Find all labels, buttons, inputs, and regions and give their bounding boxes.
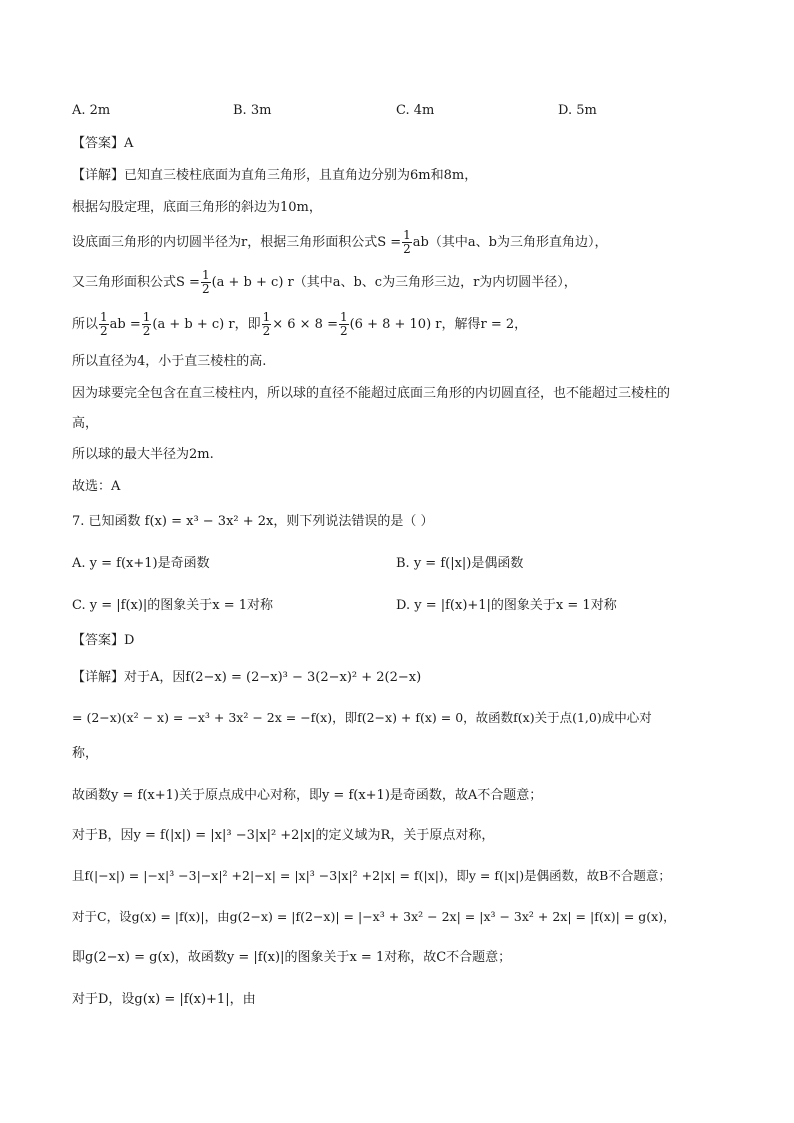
fraction-one-half (142, 311, 152, 338)
text-segment: 设底面三角形的内切圆半径为r，根据三角形面积公式S = (72, 235, 402, 250)
fraction-one-half (201, 269, 211, 296)
q6-detail-line: 因为球要完全包含在直三棱柱内，所以球的直径不能超过底面三角形的内切圆直径，也不能超过三棱柱的 (72, 386, 671, 401)
fraction-numerator: 1 (403, 228, 411, 242)
q7-detail-line: 称， (72, 746, 99, 761)
text-segment: 又三角形面积公式S = (72, 275, 200, 290)
fraction-denominator: 2 (403, 242, 411, 256)
q6-detail-line: 所以球的最大半径为2m. (72, 447, 214, 462)
fraction-numerator: 1 (339, 310, 348, 324)
text-segment: (a + b + c) r，即 (152, 317, 261, 332)
q7-detail-line: 对于C，设g(x) = |f(x)|，由g(2−x) = |f(2−x)| = |−x³ + 3x² − 2x| = |x³ − 3x² + 2x| = |f(x)| = g(x)， (72, 909, 676, 924)
fraction-denominator: 2 (100, 324, 108, 338)
fraction-one-half (99, 311, 109, 338)
q6-detail-line: 【详解】已知直三棱柱底面为直角三角形，且直角边分别为6m和8m， (72, 168, 478, 183)
q6-answer: 【答案】A (72, 136, 134, 151)
q7-option-a: A. y = f(x+1)是奇函数 (72, 556, 210, 571)
q7-stem: 7. 已知函数 f(x) = x³ − 3x² + 2x，则下列说法错误的是（ ） (72, 514, 434, 529)
q6-detail-line: 所以直径为4，小于直三棱柱的高. (72, 354, 267, 369)
fraction-one-half (262, 311, 272, 338)
q7-answer: 【答案】D (72, 633, 135, 648)
q7-detail-line: 【详解】对于A，因f(2−x) = (2−x)³ − 3(2−x)² + 2(2−x) (72, 670, 422, 685)
q7-detail-line: 对于D，设g(x) = |f(x)+1|，由 (72, 992, 256, 1007)
fraction-numerator: 1 (142, 310, 151, 324)
q7-option-d: D. y = |f(x)+1|的图象关于x = 1对称 (396, 598, 617, 613)
q7-detail-line: 对于B，因y = f(|x|) = |x|³ −3|x|² +2|x|的定义域为R，关于原点对称， (72, 828, 495, 843)
q6-option-a: A. 2m (72, 103, 111, 118)
q6-option-d: D. 5m (558, 103, 597, 118)
text-segment: 所以 (72, 317, 99, 332)
q6-detail-line: 根据勾股定理，底面三角形的斜边为10m， (72, 200, 322, 215)
text-segment: × 6 × 8 = (272, 317, 338, 332)
q7-detail-line: = (2−x)(x² − x) = −x³ + 3x² − 2x = −f(x)，即f(2−x) + f(x) = 0，故函数f(x)关于点(1,0)成中心对 (72, 710, 652, 725)
q6-detail-line: 故选：A (72, 479, 121, 494)
q7-detail-line: 且f(|−x|) = |−x|³ −3|−x|² +2|−x| = |x|³ −3|x|² +2|x| = f(|x|)，即y = f(|x|)是偶函数，故B不合题意； (72, 868, 671, 883)
fraction-numerator: 1 (262, 310, 271, 324)
q6-detail-line (72, 310, 732, 340)
fraction-one-half (339, 311, 349, 338)
fraction-denominator: 2 (142, 324, 151, 338)
fraction-numerator: 1 (100, 310, 108, 324)
q7-option-b: B. y = f(|x|)是偶函数 (396, 556, 524, 571)
fraction-one-half (402, 229, 412, 256)
q6-detail-line: 高， (72, 416, 99, 431)
text-segment: ab（其中a、b为三角形直角边）， (412, 235, 608, 250)
text-segment: (6 + 8 + 10) r，解得r = 2， (349, 317, 528, 332)
text-segment: ab = (109, 317, 141, 332)
q6-detail-line (72, 228, 732, 258)
q6-option-b: B. 3m (233, 103, 272, 118)
q7-detail-line: 即g(2−x) = g(x)，故函数y = |f(x)|的图象关于x = 1对称，故C不合题意； (72, 950, 512, 965)
q6-detail-line (72, 268, 732, 298)
fraction-denominator: 2 (262, 324, 271, 338)
q7-detail-line: 故函数y = f(x+1)关于原点成中心对称，即y = f(x+1)是奇函数，故A不合题意； (72, 788, 543, 803)
text-segment: (a + b + c) r（其中a、b、c为三角形三边，r为内切圆半径）， (211, 275, 577, 290)
q6-option-c: C. 4m (396, 103, 435, 118)
fraction-numerator: 1 (201, 268, 210, 282)
fraction-denominator: 2 (201, 282, 210, 296)
fraction-denominator: 2 (339, 324, 348, 338)
q7-option-c: C. y = |f(x)|的图象关于x = 1对称 (72, 598, 274, 613)
